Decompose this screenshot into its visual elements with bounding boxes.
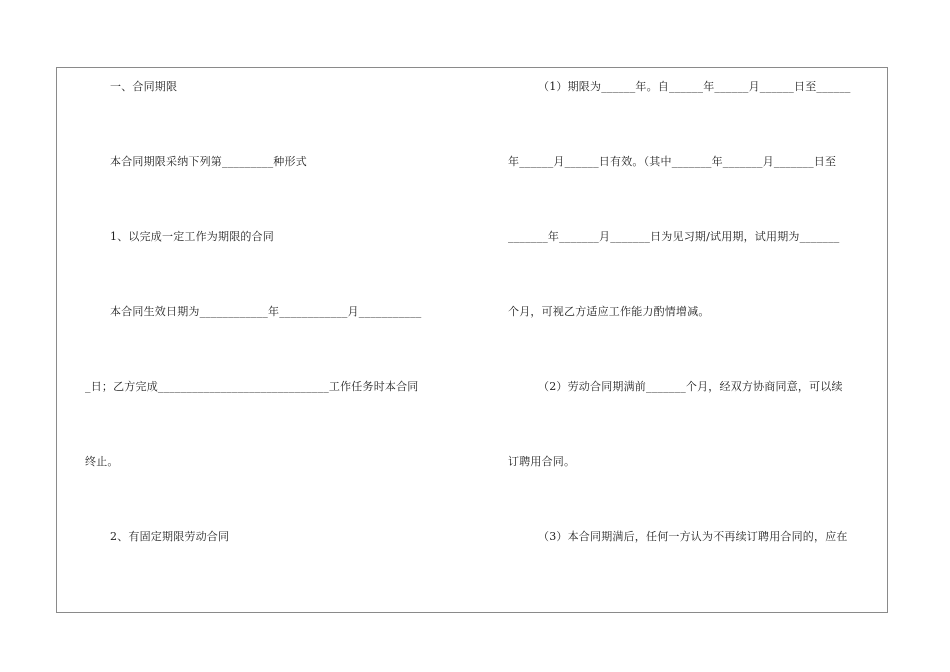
probation-adjust-line: 个月，可视乙方适应工作能力酌情增减。 xyxy=(508,305,710,318)
effective-period-line: 年______月______日有效。（其中_______年_______月_______日至 xyxy=(508,155,837,168)
clause-2-heading: 2、有固定期限劳动合同 xyxy=(110,530,230,543)
expiry-clause-line: （3）本合同期满后，任何一方认为不再续订聘用合同的，应在 xyxy=(538,530,848,543)
term-form-selection-line: 本合同期限采纳下列第_________种形式 xyxy=(110,155,307,168)
probation-period-line: _______年_______月_______日为见习期/试用期，试用期为_______ xyxy=(508,230,840,243)
section-heading-contract-term: 一、合同期限 xyxy=(110,80,178,93)
effective-date-line: 本合同生效日期为____________年____________月___________ xyxy=(110,305,422,318)
task-completion-line: _日；乙方完成______________________________工作任务时本合同 xyxy=(85,380,419,393)
term-period-line: （1）期限为______年。自______年______月______日至______ xyxy=(538,80,851,93)
clause-1-heading: 1、以完成一定工作为期限的合同 xyxy=(110,230,274,243)
termination-line: 终止。 xyxy=(85,455,119,468)
renewal-notice-line: （2）劳动合同期满前_______个月，经双方协商同意，可以续 xyxy=(538,380,843,393)
renewal-contract-line: 订聘用合同。 xyxy=(508,455,576,468)
